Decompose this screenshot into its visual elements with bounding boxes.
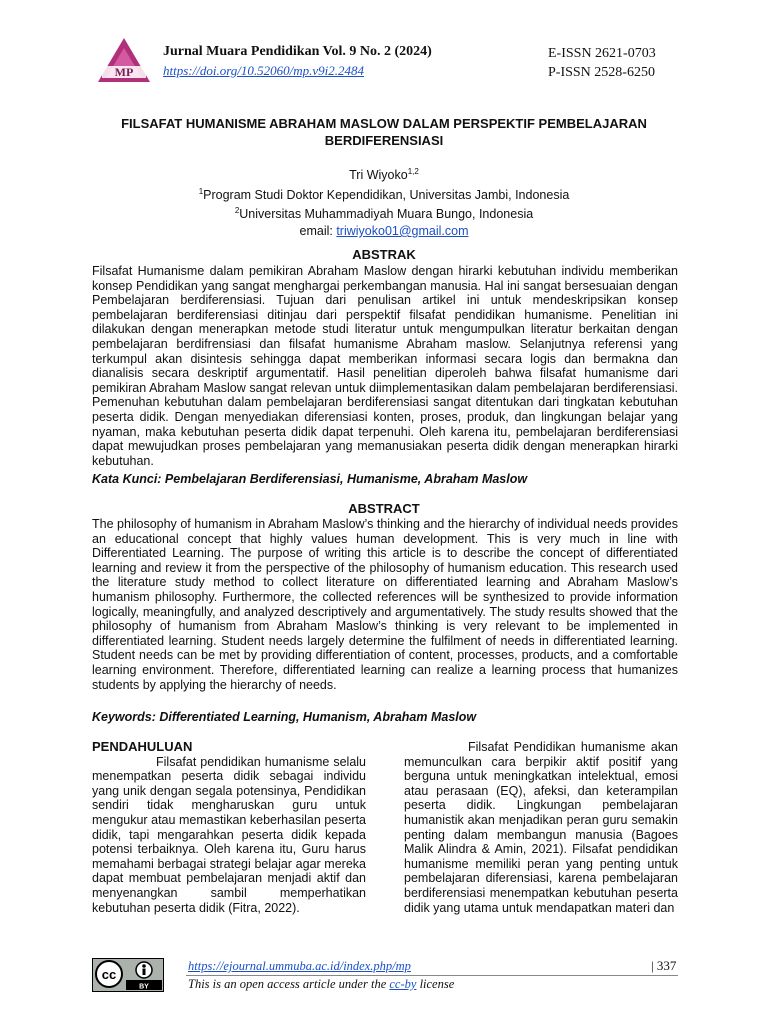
journal-url-link[interactable]: https://ejournal.ummuba.ac.id/index.php/mp (188, 959, 411, 973)
eissn: E-ISSN 2621-0703 (548, 46, 656, 61)
cc-by-badge (92, 958, 164, 992)
title-line-2: BERDIFERENSIASI (324, 133, 444, 148)
abstract-text: The philosophy of humanism in Abraham Maslow’s thinking and the hierarchy of individual needs provides an educational concept that highly values human development. This is very much in line with Differentiated Learning. The purpose of writing this article is to describe the concept of differentiated learning and review it from the perspective of the philosophy of humanism education. This research used the literature study method to collect literature on differentiated learning and Abraham Maslow’s humanism philosophy. Furthermore, the collected references will be synthesized to provide information logically, meaningfully, and analyzed descriptively and argumentatively. The study results showed that the philosophy of humanism from Abraham Maslow’s thinking is very relevant to be implemented in differentiated learning. Student needs largely determine the fulfilment of needs in differentiated learning. Student needs can be met by providing differentiation of content, processes, products, and a comfortable learning environment. Therefore, differentiated learning can realize a learning process that humanizes students by applying the hierarchy of needs. (92, 517, 678, 692)
email-line: email: triwiyoko01@gmail.com (299, 223, 469, 238)
page-number: | 337 (651, 958, 677, 973)
right-column (404, 740, 678, 915)
footer-divider (186, 975, 678, 976)
svg-text:BY: BY (139, 983, 149, 991)
issn-block (548, 44, 656, 82)
doi-link[interactable]: https://doi.org/10.52060/mp.v9i2.2484 (163, 63, 365, 78)
abstrak-text: Filsafat Humanisme dalam pemikiran Abraham Maslow dengan hirarki kebutuhan individu memberikan konsep Pendidikan yang sangat menghargai perkembangan manusia. Hal ini sangat bersesuaian dengan Pembelajaran berdiferensiasi. Tujuan dari penulisan artikel ini untuk mendeskripsikan konsep pembelajaran berdiferensiasi ditinjau dari perspektif filsafat pendidikan humanisme. Penelitian ini dilakukan dengan menerapkan metode studi literatur untuk mengumpulkan literatur berkaitan dengan pembelajaran berdifrensiasi dan filsafat humanisme Abraham maslow. Selanjutnya referensi yang terkumpul akan disintesis sehingga dapat memberikan informasi secara logis dan bermakna dan dianalisis secara deskriptif argumentatif. Hasil penelitian diperoleh bahwa filsafat humanisme dari pemikiran Abraham Maslow sangat relevan untuk diimplementasikan dalam pembelajaran berdiferensiasi. Pemenuhan kebutuhan dalam pembelajaran berdiferensiasi sangat ditentukan dari tingkatan kebutuhan peserta didik. Dengan menyediakan diferensiasi konten, proses, produk, dan lingkungan belajar yang nyaman, maka kebutuhan peserta didik dapat terpenuhi. Oleh karena itu, pembelajaran berdiferensiasi dapat mewujudkan proses pembelajaran yang memanusiakan peserta didik dengan menerapkan hirarki kebutuhan. (92, 264, 678, 468)
journal-logo (96, 36, 152, 84)
cc-by-link[interactable]: cc-by (389, 977, 417, 991)
abstrak-heading: ABSTRAK (352, 247, 416, 262)
right-paragraph: Filsafat Pendidikan humanisme akan memunculkan cara berpikir aktif positif yang berguna untuk meningkatkan intelektual, emosi atau perasaan (EQ), afeksi, dan keterampilan peserta didik. Lingkungan pembelajaran humanistik akan menjadikan peran guru semakin penting dalam membangun manusia (Bagoes Malik Alindra & Amin, 2021). Filsafat pendidikan humanisme memiliki peran yang penting untuk pembelajaran diferensiasi, karena pembelajaran berdiferensiasi menempatkan kebutuhan peserta didik yang utama untuk mendapatkan materi dan (404, 740, 678, 915)
pissn: P-ISSN 2528-6250 (548, 65, 655, 80)
svg-text:MP: MP (114, 65, 134, 79)
left-column (92, 740, 366, 915)
journal-title: Jurnal Muara Pendidikan Vol. 9 No. 2 (2024) (163, 44, 432, 59)
left-paragraph: Filsafat pendidikan humanisme selalu menempatkan peserta didik sebagai individu yang unik dengan segala potensinya, Pendidikan sendiri tidak mengharuskan guru untuk mengukur atau memastikan keberhasilan peserta didik, tapi mengarahkan peserta didik kepada potensi terbaiknya. Oleh karena itu, Guru harus memahami berbagai strategi belajar agar mereka dapat membuat pembelajaran menjadi aktif dan menyenangkan sambil memperhatikan kebutuhan peserta didik (Fitra, 2022). (92, 754, 366, 915)
abstrak-keywords: Kata Kunci: Pembelajaran Berdiferensiasi, Humanisme, Abraham Maslow (92, 472, 528, 486)
section-heading-pendahuluan: PENDAHULUAN (92, 739, 193, 754)
affiliation-2: $^2$Universitas Muhammadiyah Muara Bungo, Indonesia (234, 206, 534, 222)
license-line: This is an open access article under the cc-by license (188, 977, 455, 991)
affiliation-1: $^1$Program Studi Doktor Kependidikan, Universitas Jambi, Indonesia (198, 186, 570, 202)
svg-text:cc: cc (101, 967, 117, 982)
abstract-keywords: Keywords: Differentiated Learning, Humanism, Abraham Maslow (92, 710, 477, 724)
abstract-heading: ABSTRACT (348, 501, 420, 516)
email-link[interactable]: triwiyoko01@gmail.com (336, 223, 469, 238)
title-line-1: FILSAFAT HUMANISME ABRAHAM MASLOW DALAM PERSPEKTIF PEMBELAJARAN (121, 116, 647, 131)
author-block (92, 164, 676, 239)
paper-title (92, 115, 676, 149)
author-name: Tri Wiyoko$^{1,2}$ (349, 167, 419, 183)
